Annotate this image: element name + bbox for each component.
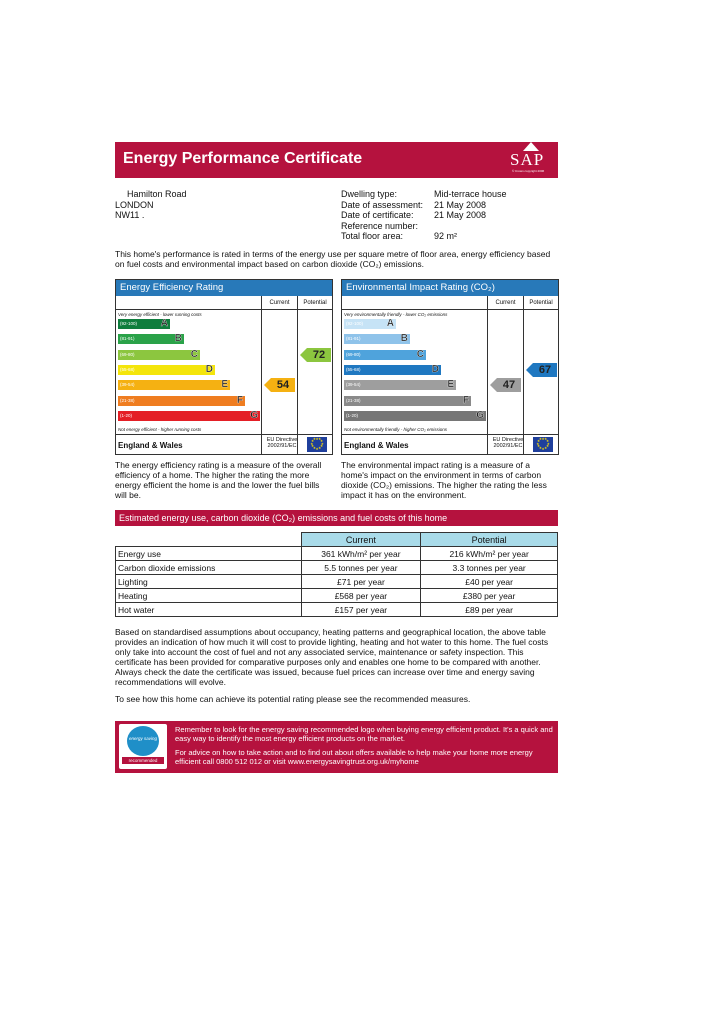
band-letter: D [205, 363, 213, 375]
energy-saving-logo [119, 724, 167, 769]
band-range: (39-54) [120, 382, 135, 388]
rating-band [344, 380, 456, 390]
band-letter: B [174, 333, 182, 345]
intro-text: This home's performance is rated in terms of the energy use per square metre of floor area, energy efficiency based on fuel costs and environmental impact based on carbon dioxide (CO₂) emissions. [115, 249, 551, 269]
eu-star-icon: ★ [318, 446, 322, 451]
row-potential: £40 per year [421, 575, 558, 589]
rating-band [344, 396, 471, 406]
eu-directive-line2: 2002/91/EC [493, 443, 523, 449]
logo-text-line2: recommended [122, 757, 164, 764]
rating-band [344, 350, 426, 360]
detail-value: 21 May 2008 [434, 199, 487, 210]
eu-star-icon: ★ [544, 446, 548, 451]
detail-label: Date of assessment: [341, 199, 424, 210]
rating-band [118, 319, 170, 329]
arrow-tip [490, 378, 497, 392]
potential-column-header: Potential [529, 300, 553, 306]
current-rating-arrow [490, 378, 521, 392]
band-range: (92-100) [120, 321, 138, 326]
row-current: £568 per year [301, 589, 421, 603]
table-row [116, 575, 558, 589]
rating-band [344, 319, 396, 329]
eu-star-icon: ★ [318, 437, 322, 442]
band-letter: F [462, 394, 469, 406]
table-corner [116, 533, 302, 547]
efficiency-bottom-note: Not energy efficient - higher running costs [118, 427, 202, 432]
environmental-top-note: Very environmentally friendly - lower CO₂ emissions [344, 312, 448, 317]
band-letter: A [160, 318, 168, 329]
band-letter: C [416, 348, 424, 360]
row-potential: £380 per year [421, 589, 558, 603]
rating-band [118, 350, 200, 360]
logo-text-line1: energy saving [128, 736, 158, 741]
potential-rating-value: 72 [307, 348, 331, 362]
band-range: (69-80) [346, 351, 361, 357]
address-line2: LONDON [115, 199, 154, 210]
efficiency-top-note: Very energy efficient - lower running costs [118, 312, 202, 317]
potential-rating-arrow [526, 363, 557, 377]
eu-star-icon: ★ [546, 439, 550, 444]
eu-star-icon: ★ [541, 447, 545, 451]
row-potential: 216 kWh/m² per year [421, 547, 558, 561]
eu-flag-icon [533, 437, 553, 452]
arrow-tip [264, 378, 271, 392]
estimates-table [115, 532, 558, 617]
band-range: (55-68) [346, 366, 361, 372]
rating-band [344, 334, 410, 344]
table-row [116, 603, 558, 617]
band-letter: B [400, 333, 408, 345]
potential-rating-arrow [300, 348, 331, 362]
rating-band [118, 334, 184, 344]
table-row [116, 589, 558, 603]
row-label: Hot water [116, 603, 302, 617]
current-rating-arrow [264, 378, 295, 392]
sap-logo-small-text: © Crown copyright 2006 [512, 169, 545, 173]
address-line3: NW11 . [115, 210, 145, 220]
eu-star-icon: ★ [320, 441, 324, 446]
current-rating-value: 54 [271, 378, 295, 392]
eu-star-icon: ★ [538, 446, 543, 451]
estimates-title: Estimated energy use, carbon dioxide (CO₂) emissions and fuel costs of this home [115, 510, 558, 526]
eu-directive [264, 437, 300, 449]
band-range: (81-91) [120, 336, 135, 342]
band-letter: G [250, 409, 258, 421]
row-current: £71 per year [301, 575, 421, 589]
eu-directive-line1: EU Directive [266, 437, 298, 443]
divider [297, 296, 298, 454]
recommend-text: To see how this home can achieve its potential rating please see the recommended measures. [115, 694, 471, 704]
rating-band [118, 411, 260, 421]
band-range: (1-20) [346, 412, 359, 418]
eu-star-icon: ★ [320, 439, 324, 444]
rating-band [118, 380, 230, 390]
detail-value: Mid-terrace house [434, 189, 507, 199]
band-letter: F [236, 394, 243, 406]
band-letter: E [221, 379, 228, 391]
eu-directive-line1: EU Directive [492, 437, 524, 443]
potential-rating-value: 67 [533, 363, 557, 377]
eu-star-icon: ★ [536, 444, 541, 449]
current-column-header: Current [495, 300, 516, 306]
eu-star-icon: ★ [320, 444, 324, 449]
eu-directive [490, 437, 526, 449]
divider [342, 309, 558, 310]
row-label: Heating [116, 589, 302, 603]
band-range: (92-100) [346, 321, 364, 326]
divider [116, 309, 332, 310]
sap-logo [510, 144, 552, 176]
row-potential: 3.3 tonnes per year [421, 561, 558, 575]
band-range: (81-91) [346, 336, 361, 342]
band-range: (1-20) [120, 412, 133, 418]
current-column-header: Current [269, 300, 290, 306]
detail-label: Reference number: [341, 220, 419, 231]
band-range: (55-68) [120, 366, 135, 372]
eu-star-icon: ★ [310, 444, 315, 449]
eu-star-icon: ★ [536, 441, 540, 446]
band-letter: G [476, 409, 484, 421]
arrow-tip [300, 348, 307, 362]
eu-star-icon: ★ [310, 441, 314, 446]
detail-label: Date of certificate: [341, 210, 414, 220]
eu-star-icon: ★ [315, 447, 319, 451]
current-rating-value: 47 [497, 378, 521, 392]
divider [523, 296, 524, 454]
table-header-row [116, 533, 558, 547]
eu-star-icon: ★ [546, 444, 550, 449]
eu-directive-line2: 2002/91/EC [267, 443, 297, 449]
eu-star-icon: ★ [541, 436, 545, 441]
rating-band [118, 365, 215, 375]
row-potential: £89 per year [421, 603, 558, 617]
divider [342, 434, 558, 435]
arrow-tip [526, 363, 533, 377]
detail-label: Total floor area: [341, 231, 404, 241]
eu-star-icon: ★ [310, 439, 315, 444]
band-range: (21-38) [346, 397, 361, 403]
column-header-current: Current [301, 533, 421, 547]
eu-star-icon: ★ [544, 437, 548, 442]
eu-star-icon: ★ [312, 437, 317, 442]
environmental-panel [341, 279, 559, 455]
band-letter: D [431, 363, 439, 375]
row-label: Carbon dioxide emissions [116, 561, 302, 575]
rating-band [344, 411, 486, 421]
eu-star-icon: ★ [315, 436, 319, 441]
detail-label: Dwelling type: [341, 189, 398, 199]
certificate-header [115, 142, 558, 178]
rating-band [344, 365, 441, 375]
efficiency-panel-title: Energy Efficiency Rating [116, 280, 332, 296]
table-row [116, 561, 558, 575]
divider [116, 434, 332, 435]
assumptions-text: Based on standardised assumptions about occupancy, heating patterns and geographical location, the above table provides an indication of how much it will cost to provide lighting, heating and hot water to this home. The fuel costs only take into account the cost of fuel and not any associated service, maintenance or safety inspection. This certificate has been provided for comparative purposes only and enables one home to be compared with another. Always check the date the certificate was issued, because fuel prices can increase over time and energy saving recommendations will evolve. [115, 627, 549, 687]
row-current: 361 kWh/m² per year [301, 547, 421, 561]
row-current: £157 per year [301, 603, 421, 617]
banner-text-2: For advice on how to take action and to find out about offers available to help make your home more energy efficient call 0800 512 012 or visit www.energysavingtrust.org.uk/myhome [175, 748, 533, 766]
row-current: 5.5 tonnes per year [301, 561, 421, 575]
energy-saving-banner [115, 721, 558, 773]
page-title: Energy Performance Certificate [123, 150, 363, 167]
table-row [116, 547, 558, 561]
band-letter: C [190, 348, 198, 360]
energy-saving-logo-icon [127, 726, 159, 756]
environmental-panel-title: Environmental Impact Rating (CO₂) [342, 280, 558, 296]
eu-flag-icon [307, 437, 327, 452]
row-label: Energy use [116, 547, 302, 561]
address-line1: Hamilton Road [127, 189, 187, 199]
divider [487, 296, 488, 454]
band-range: (39-54) [346, 382, 361, 388]
eu-star-icon: ★ [536, 439, 541, 444]
band-range: (69-80) [120, 351, 135, 357]
divider [261, 296, 262, 454]
efficiency-panel [115, 279, 333, 455]
estimates-table-wrap [115, 532, 558, 617]
environmental-description: The environmental impact rating is a measure of a home's impact on the environment in terms of carbon dioxide (CO₂) emissions. The higher the rating the less impact it has on the environment. [341, 460, 547, 500]
eu-star-icon: ★ [312, 446, 317, 451]
region-label: England & Wales [344, 441, 409, 450]
eu-star-icon: ★ [546, 441, 550, 446]
region-label: England & Wales [118, 441, 183, 450]
band-letter: A [386, 318, 394, 329]
column-header-potential: Potential [421, 533, 558, 547]
banner-text-1: Remember to look for the energy saving recommended logo when buying energy efficient product. It's a quick and easy way to identify the most energy efficient products on the market. [175, 725, 553, 743]
band-letter: E [447, 379, 454, 391]
detail-value: 21 May 2008 [434, 210, 487, 220]
efficiency-description: The energy efficiency rating is a measure of the overall efficiency of a home. The higher the rating the more energy efficient the home is and the lower the fuel bills will be. [115, 460, 322, 500]
eu-star-icon: ★ [538, 437, 543, 442]
sap-logo-text: SAP [510, 150, 545, 169]
rating-band [118, 396, 245, 406]
detail-value: 92 m² [434, 231, 458, 241]
potential-column-header: Potential [303, 300, 327, 306]
environmental-bottom-note: Not environmentally friendly - higher CO₂ emissions [344, 427, 448, 432]
band-range: (21-38) [120, 397, 135, 403]
row-label: Lighting [116, 575, 302, 589]
